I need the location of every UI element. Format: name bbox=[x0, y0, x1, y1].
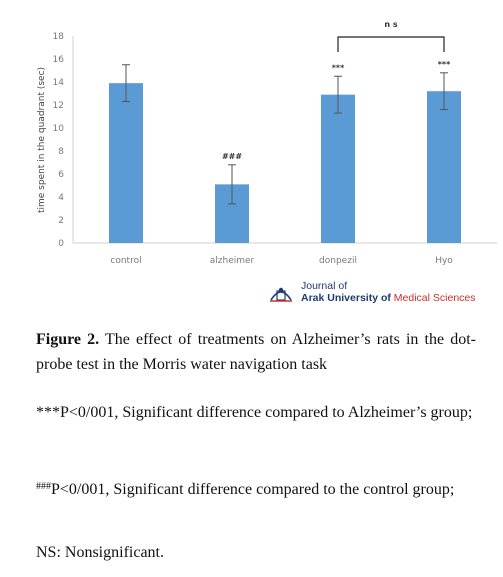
significance-label: ### bbox=[221, 151, 243, 161]
x-tick-label: alzheimer bbox=[209, 256, 255, 266]
y-ticks bbox=[53, 32, 65, 249]
bar-donpezil bbox=[321, 95, 355, 243]
journal-emblem-icon bbox=[268, 282, 294, 304]
journal-line2-prefix: Arak University of bbox=[301, 292, 394, 304]
bars-group bbox=[109, 83, 461, 243]
note1-marker: *** bbox=[36, 404, 60, 421]
bracket-line bbox=[338, 37, 444, 52]
bar-hyo bbox=[427, 91, 461, 243]
x-tick-label: control bbox=[110, 256, 142, 266]
figure-label: Figure 2. bbox=[36, 331, 100, 348]
note-significance-control bbox=[36, 474, 476, 502]
figure-caption-text: The effect of treatments on Alzheimer’s rats in the dot-probe test in the Morris water navigation task bbox=[36, 331, 476, 373]
y-tick-label: 6 bbox=[58, 170, 64, 180]
y-tick-label: 2 bbox=[58, 216, 64, 226]
significance-label: *** bbox=[331, 63, 345, 73]
bracket-label: n s bbox=[384, 20, 398, 29]
y-tick-label: 16 bbox=[52, 55, 64, 65]
y-tick-label: 18 bbox=[52, 32, 64, 42]
bar-control bbox=[109, 83, 143, 243]
y-axis-label: time spent in the quadrant (sec) bbox=[37, 66, 47, 214]
x-tick-label: donpezil bbox=[319, 256, 357, 266]
y-tick-label: 12 bbox=[52, 101, 64, 111]
note-significance-alzheimer bbox=[36, 400, 476, 425]
note2-text: P<0/001, Significant difference compared to the control group; bbox=[51, 481, 455, 498]
y-tick-label: 10 bbox=[52, 124, 64, 134]
y-tick-label: 4 bbox=[58, 193, 64, 203]
ns-bracket bbox=[338, 20, 444, 52]
y-tick-label: 8 bbox=[58, 147, 64, 157]
journal-line2-highlight: Medical Sciences bbox=[393, 292, 476, 304]
y-tick-label: 14 bbox=[52, 78, 64, 88]
note1-text: P<0/001, Significant difference compared to Alzheimer’s group; bbox=[60, 404, 473, 421]
journal-line2 bbox=[301, 292, 476, 304]
journal-logo-block bbox=[268, 280, 488, 306]
figure-caption bbox=[36, 327, 476, 377]
note-nonsignificant: NS: Nonsignificant. bbox=[36, 544, 164, 561]
significance-label: *** bbox=[437, 59, 451, 69]
x-tick-label: Hyo bbox=[435, 256, 453, 266]
journal-line1: Journal of bbox=[301, 280, 348, 292]
note2-marker: ### bbox=[36, 481, 51, 492]
error-bars-group bbox=[122, 65, 448, 204]
y-tick-label: 0 bbox=[58, 239, 64, 249]
x-tick-labels bbox=[110, 256, 453, 266]
